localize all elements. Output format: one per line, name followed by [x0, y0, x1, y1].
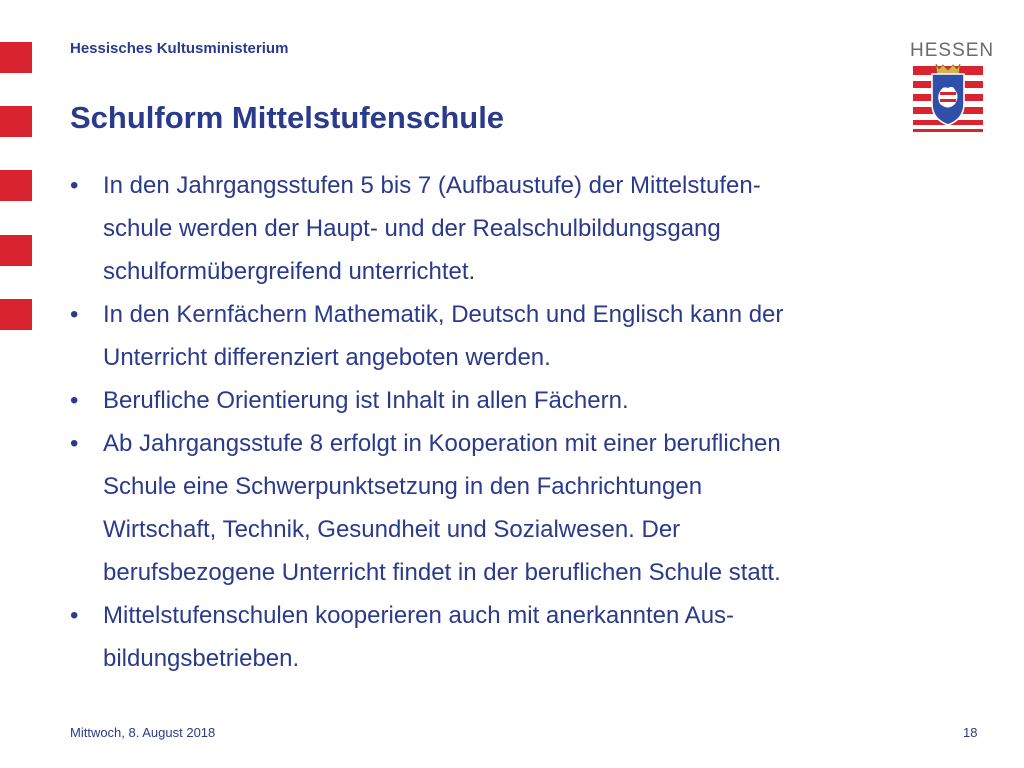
page-number: 18 — [963, 725, 978, 740]
bullet-line: Unterricht differenziert angeboten werden. — [103, 344, 551, 371]
footer-date: Mittwoch, 8. August 2018 — [70, 725, 216, 740]
logo-text: HESSEN — [910, 40, 995, 61]
bullet-line: Wirtschaft, Technik, Gesundheit und Sozialwesen. Der — [103, 516, 681, 543]
bullet-line: bildungsbetrieben. — [103, 645, 300, 672]
bullet-line: In den Jahrgangsstufen 5 bis 7 (Aufbaustufe) der Mittelstufen- — [103, 172, 761, 199]
bullet-list — [70, 164, 950, 680]
slide-title: Schulform Mittelstufenschule — [70, 100, 505, 135]
bullet-line: berufsbezogene Unterricht findet in der beruflichen Schule statt. — [103, 559, 781, 586]
hessen-logo — [910, 40, 995, 139]
bullet-line: Mittelstufenschulen kooperieren auch mit anerkannten Aus- — [103, 602, 735, 629]
bullet-line: schulformübergreifend unterrichtet. — [103, 258, 476, 285]
decorative-red-bar — [0, 299, 32, 330]
bullet-item — [70, 594, 950, 680]
decorative-red-bar — [0, 106, 32, 137]
decorative-red-bar — [0, 170, 32, 201]
bullet-line: schule werden der Haupt- und der Realschulbildungsgang — [103, 215, 721, 242]
bullet-item — [70, 293, 950, 379]
bullet-item — [70, 164, 950, 293]
bullet-line: Ab Jahrgangsstufe 8 erfolgt in Kooperation mit einer beruflichen — [103, 430, 781, 457]
bullet-line: Schule eine Schwerpunktsetzung in den Fachrichtungen — [103, 473, 703, 500]
hessen-coat-of-arms-icon — [910, 62, 986, 134]
bullet-line: Berufliche Orientierung ist Inhalt in allen Fächern. — [103, 387, 629, 414]
organization-name: Hessisches Kultusministerium — [70, 40, 289, 57]
decorative-red-bar — [0, 42, 32, 73]
decorative-red-bar — [0, 235, 32, 266]
bullet-item — [70, 422, 950, 594]
bullet-item — [70, 379, 950, 422]
bullet-line: In den Kernfächern Mathematik, Deutsch und Englisch kann der — [103, 301, 784, 328]
